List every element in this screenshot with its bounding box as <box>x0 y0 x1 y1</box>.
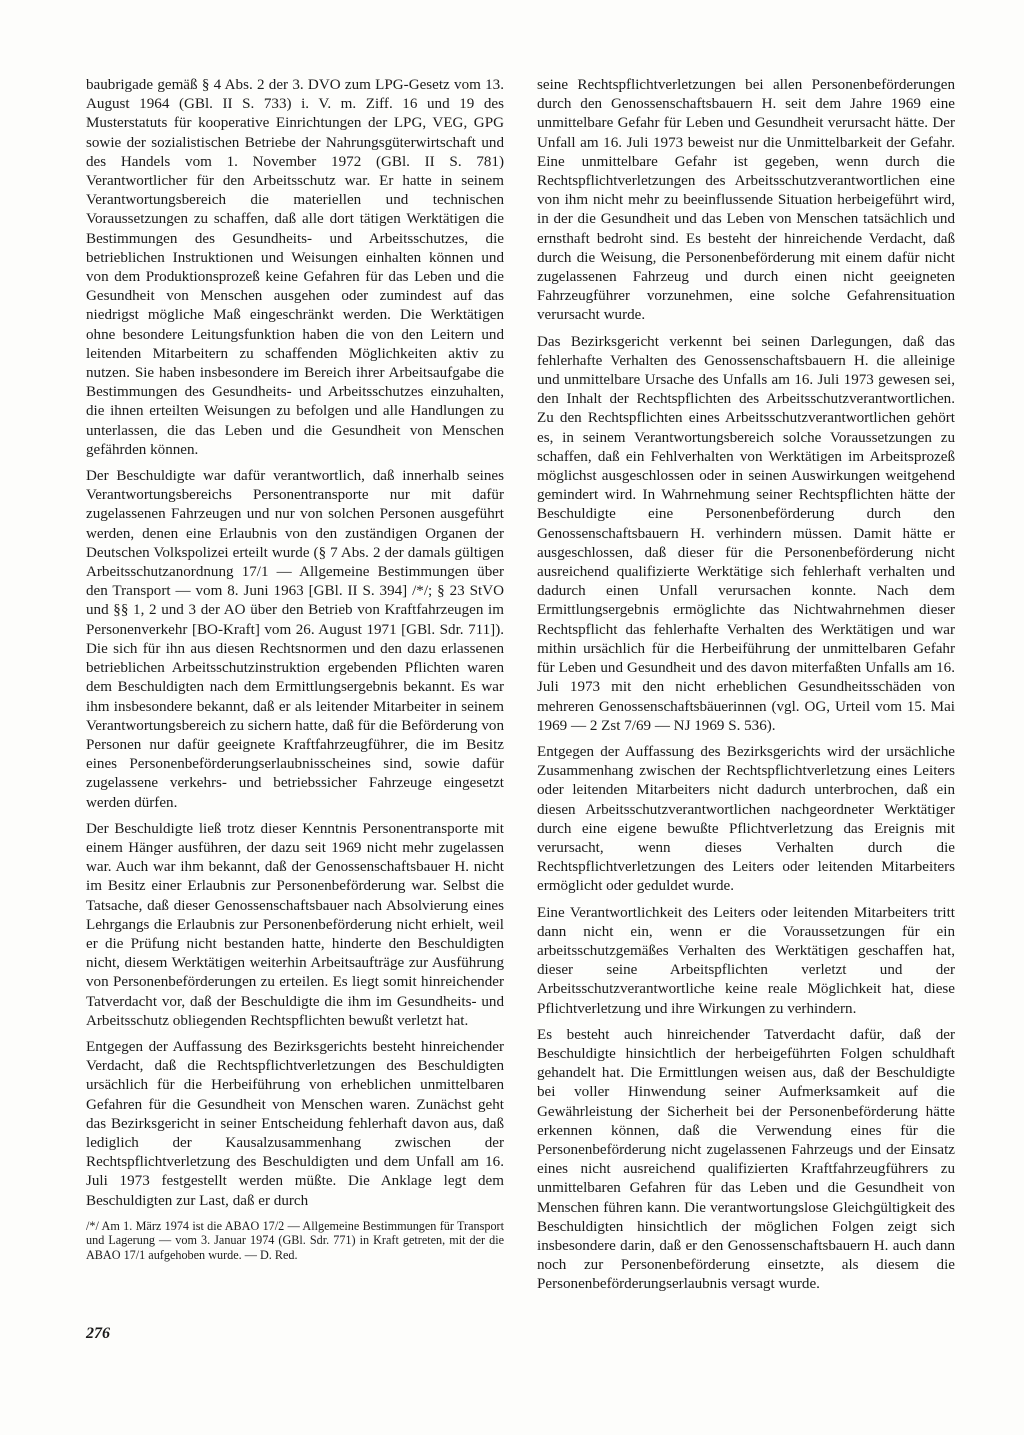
body-paragraph: Der Beschuldigte war dafür verantwortlich, daß innerhalb seines Verantwortungsbereichs Personentransporte nur mit dafür zugelassenen Fahrzeugen und nur von solchen Personen ausgeführt werden, denen eine Erlaubnis von den zuständigen Organen der Deutschen Volkspolizei erteilt wurde (§ 7 Abs. 2 der damals gültigen Arbeitsschutzanordnung 17/1 — Allgemeine Bestimmungen über den Transport — vom 8. Juni 1963 [GBl. II S. 394] /*/; § 23 StVO und §§ 1, 2 und 3 der AO über den Betrieb von Kraftfahrzeugen im Personenverkehr [BO-Kraft] vom 26. August 1971 [GBl. Sdr. 711]). Die sich für ihn aus diesen Rechtsnormen und den dazu erlassenen betrieblichen Arbeitsschutzinstruktion ergebenden Pflichten waren dem Beschuldigten nach dem Ermittlungsergebnis bekannt. Es war ihm insbesondere bekannt, daß er als leitender Mitarbeiter in seinem Verantwortungsbereich zu sichern hatte, daß für die Beförderung von Personen nur dafür geeignete Kraftfahrzeugführer, die im Besitz eines Personenbeförderungserlaubnisscheines sind, sowie dafür zugelassene verkehrs- und betriebssicher Fahrzeuge eingesetzt werden dürfen. <box>86 468 504 811</box>
body-paragraph: seine Rechtspflichtverletzungen bei allen Personenbeförderungen durch den Genossenschaftsbauern H. seit dem Jahre 1969 eine unmittelbare Gefahr für Leben und Gesundheit verursacht hätte. Der Unfall am 16. Juli 1973 beweist nur die Unmittelbarkeit der Gefahr. Eine unmittelbare Gefahr ist gegeben, wenn durch die Rechtspflichtverletzungen des Arbeitsschutzverantwortlichen eine von ihm nicht mehr zu beeinflussende Situation herbeigeführt wird, in der die Gesundheit und das Leben von Menschen tatsächlich und ernsthaft bedroht sind. Es besteht der hinreichende Verdacht, daß durch die Weisung, die Personenbeförderung mit einem dafür nicht zugelassenen Fahrzeug und durch einen nicht geeigneten Fahrzeugführer vorzunehmen, eine solche Gefahrensituation verursacht wurde. <box>537 77 955 324</box>
body-paragraph: Es besteht auch hinreichender Tatverdacht dafür, daß der Beschuldigte hinsichtlich der herbeigeführten Folgen schuldhaft gehandelt hat. Die Ermittlungen weisen aus, daß der Beschuldigte bei voller Hinwendung seiner Aufmerksamkeit auf die Gewährleistung der Sicherheit bei der Personenbeförderung hätte erkennen können, daß die Verwendung eines für die Personenbeförderung nicht zugelassenen Fahrzeugs und der Einsatz eines nicht ausreichend qualifizierten Kraftfahrzeugführers zu unmittelbaren Gefahren für das Leben und die Gesundheit von Menschen führen kann. Die verantwortungslose Gleichgültigkeit des Beschuldigten hinsichtlich der möglichen Folgen zeigt sich insbesondere darin, daß er den Genossenschaftsbauern H. auch dann noch zur Personenbeförderung einsetzte, als diesem die Personenbeförderungserlaubnis versagt wurde. <box>537 1026 955 1293</box>
body-paragraph: Der Beschuldigte ließ trotz dieser Kenntnis Personentransporte mit einem Hänger ausführen, der dazu seit 1969 nicht mehr zugelassen war. Auch war ihm bekannt, daß der Genossenschaftsbauer H. nicht im Besitz einer Erlaubnis zur Personenbeförderung war. Selbst die Tatsache, daß dieser Genossenschaftsbauer nach Absolvierung eines Lehrgangs die Erlaubnis zur Personenbeförderung nicht erhielt, weil er die Prüfung nicht bestanden hatte, hinderte den Beschuldigten nicht, diesem Werktätigen weiterhin Arbeitsaufträge zur Ausführung von Personenbeförderungen zu erteilen. Es liegt somit hinreichender Tatverdacht vor, daß der Beschuldigte die ihm im Gesundheits- und Arbeitsschutz obliegenden Rechtspflichten bewußt verletzt hat. <box>86 820 504 1029</box>
footnote: /*/ Am 1. März 1974 ist die ABAO 17/2 — Allgemeine Bestimmungen für Transport und Lagerung — vom 3. Januar 1974 (GBl. Sdr. 771) in Kraft getreten, mit der die ABAO 17/1 aufgehoben wurde. — D. Red. <box>86 1218 504 1262</box>
left-column <box>86 76 504 1263</box>
right-column <box>537 76 955 1302</box>
body-paragraph: Entgegen der Auffassung des Bezirksgerichts besteht hinreichender Verdacht, daß die Rechtspflichtverletzungen des Beschuldigten ursächlich für die Herbeiführung von erheblichen unmittelbaren Gefahren für die Gesundheit von Menschen waren. Zunächst geht das Bezirksgericht in seiner Entscheidung fehlerhaft davon aus, daß lediglich der Kausalzusammenhang zwischen der Rechtspflichtverletzung des Beschuldigten und dem Unfall am 16. Juli 1973 festgestellt werden müßte. Die Anklage legt dem Beschuldigten zur Last, daß er durch <box>86 1038 504 1209</box>
body-paragraph: Das Bezirksgericht verkennt bei seinen Darlegungen, daß das fehlerhafte Verhalten des Genossenschaftsbauern H. die alleinige und unmittelbare Ursache des Unfalls am 16. Juli 1973 gewesen sei, den Inhalt der Rechtspflichten des Arbeitsschutzverantwortlichen. Zu den Rechtspflichten eines Arbeitsschutzverantwortlichen gehört es, in seinem Verantwortungsbereich solche Voraussetzungen zu schaffen, daß ein Fehlverhalten von Werktätigen im Arbeitsprozeß möglichst ausgeschlossen oder in seinen Auswirkungen weitgehend gemindert wird. In Wahrnehmung seiner Rechtspflichten hätte der Beschuldigte eine Personenbeförderung durch den Genossenschaftsbauern H. verhindern müssen. Damit hätte er ausgeschlossen, daß dieser für die Personenbeförderung nicht ausreichend qualifizierte Werktätige sich fehlerhaft verhalten und dadurch einen Unfall verursachen konnte. Nach dem Ermittlungsergebnis ermöglichte das Nichtwahrnehmen dieser Rechtspflicht das fehlerhafte Verhalten des Werktätigen und war mithin ursächlich für die Herbeiführung der unmittelbaren Gefahr für Leben und Gesundheit und des davon miterfaßten Unfalls am 16. Juli 1973 mit den nicht erheblichen Gesundheitsschäden von mehreren Genossenschaftsbäuerinnen (vgl. OG, Urteil vom 15. Mai 1969 — 2 Zst 7/69 — NJ 1969 S. 536). <box>537 333 955 734</box>
page-number: 276 <box>86 1325 110 1342</box>
body-paragraph: Eine Verantwortlichkeit des Leiters oder leitenden Mitarbeiters tritt dann nicht ein, wenn er die Voraussetzungen für ein arbeitsschutzgemäßes Verhalten des Werktätigen geschaffen hat, dieser seine Arbeitspflichten verletzt und der Arbeitsschutzverantwortliche keine reale Möglichkeit hat, diese Pflichtverletzung und ihre Wirkungen zu verhindern. <box>537 904 955 1017</box>
body-paragraph: Entgegen der Auffassung des Bezirksgerichts wird der ursächliche Zusammenhang zwischen der Rechtspflichtverletzung eines Leiters oder leitenden Mitarbeiters nicht dadurch unterbrochen, daß ein diesen Arbeitsschutzverantwortlichen nachgeordneter Werktätiger durch eine eigene bewußte Pflichtverletzung das Ereignis mit verursacht, wenn dieses Verhalten durch die Rechtspflichtverletzungen des Leiters oder leitenden Mitarbeiters ermöglicht oder geduldet wurde. <box>537 743 955 895</box>
body-paragraph: baubrigade gemäß § 4 Abs. 2 der 3. DVO zum LPG-Gesetz vom 13. August 1964 (GBl. II S. 733) i. V. m. Ziff. 16 und 19 des Musterstatuts für kooperative Einrichtungen der LPG, VEG, GPG sowie der sozialistischen Betriebe der Nahrungsgüterwirtschaft und des Handels vom 1. November 1972 (GBl. II S. 781) Verantwortlicher für den Arbeitsschutz war. Er hatte in seinem Verantwortungsbereich die materiellen und technischen Voraussetzungen zu schaffen, daß alle dort tätigen Werktätigen die Bestimmungen des Gesundheits- und Arbeitsschutzes, die betrieblichen Instruktionen und Weisungen einhalten können und von dem Produktionsprozeß keine Gefahren für das Leben und die Gesundheit von Menschen ausgehen oder zumindest auf das niedrigst mögliche Maß eingeschränkt werden. Die Werktätigen ohne besondere Leitungsfunktion haben die von den Leitern und leitenden Mitarbeitern zu schaffenden Möglichkeiten aktiv zu nutzen. Sie haben insbesondere im Bereich ihrer Arbeitsaufgabe die Bestimmungen des Gesundheits- und Arbeitsschutzes einzuhalten, die ihnen erteilten Weisungen zu befolgen und alle Handlungen zu unterlassen, die das Leben und die Gesundheit von Menschen gefährden können. <box>86 77 504 458</box>
